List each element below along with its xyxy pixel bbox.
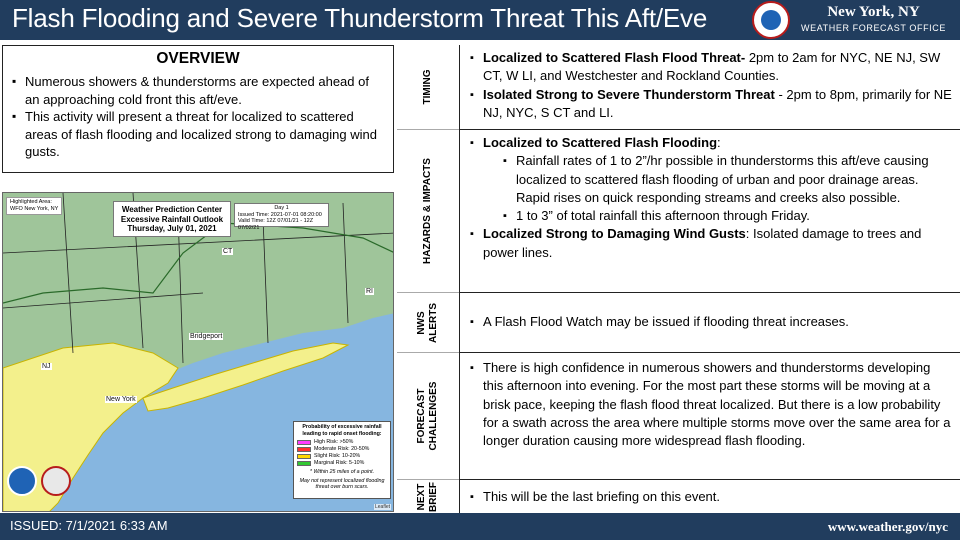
alerts-label-line1: NWS	[416, 310, 427, 335]
legend-row	[297, 446, 387, 453]
challenges-label-line2: CHALLENGES	[428, 381, 439, 451]
legend-swatch	[297, 461, 311, 466]
timing-b2-text: - 2pm to 8pm, primarily for NE NJ, NYC, S CT and LI.	[483, 86, 952, 120]
risk-legend	[293, 421, 391, 499]
state-label-nj: NJ	[42, 363, 51, 370]
map-attribution[interactable]: Leaflet	[374, 504, 390, 510]
challenges-label	[416, 382, 440, 451]
valid-time: Valid Time: 12Z 07/01/21 - 12Z 07/02/21	[238, 218, 314, 231]
section-body	[459, 45, 960, 130]
legend-swatch	[297, 454, 311, 459]
overview-panel	[2, 45, 394, 173]
place-label-bridgeport: Bridgeport	[190, 333, 223, 340]
timing-b1-text: 2pm to 2am for NYC, NE NJ, SW CT, W LI, and Westchester and Rockland Counties.	[483, 50, 941, 84]
legend-label: High Risk: >50%	[314, 439, 354, 446]
overview-bullet: ▪ Numerous showers & thunderstorms are expected ahead of an approaching cold front this aft/eve.	[11, 73, 385, 108]
legend-swatch	[297, 440, 311, 445]
alerts-label-line2: ALERTS	[428, 302, 439, 343]
legend-label: Moderate Risk: 20-50%	[314, 446, 370, 453]
office-website-link[interactable]: www.weather.gov/nyc	[827, 519, 948, 534]
timing-b1-bold: Localized to Scattered Flash Flood Threat-	[483, 50, 746, 65]
section-challenges	[397, 353, 960, 480]
hazards-b2-bold: Localized Strong to Damaging Wind Gusts	[483, 226, 746, 242]
office-city: New York, NY	[827, 4, 920, 20]
wpc-title-box	[113, 201, 231, 237]
legend-row	[297, 439, 387, 446]
nws-logo-icon	[752, 1, 790, 39]
alerts-bullet: ▪ A Flash Flood Watch may be issued if flooding threat increases.	[470, 313, 952, 331]
section-label	[397, 45, 459, 130]
section-body	[459, 353, 960, 480]
briefing-table	[397, 45, 960, 521]
office-block	[801, 4, 946, 33]
timing-label: TIMING	[422, 69, 433, 105]
page-title: Flash Flooding and Severe Thunderstorm Threat This Aft/Eve	[12, 3, 708, 33]
wpc-line2: Excessive Rainfall Outlook	[120, 214, 224, 224]
hazards-b1-bold: Localized to Scattered Flash Flooding	[483, 135, 718, 150]
section-hazards	[397, 130, 960, 293]
noaa-logo-icon	[7, 466, 37, 496]
footer-bar	[0, 513, 960, 540]
legend-label: Marginal Risk: 5-10%	[314, 460, 365, 467]
overview-list	[11, 73, 385, 161]
hazards-sub-bullet: ▪ 1 to 3” of total rainfall this afternoon through Friday.	[503, 207, 952, 225]
section-body	[459, 480, 960, 514]
hazards-bullet	[470, 225, 952, 262]
day-info-box	[234, 203, 329, 231]
state-label-ct: CT	[223, 248, 233, 255]
section-label	[397, 130, 459, 293]
highlighted-area-label: Highlighted Area:	[10, 199, 52, 205]
section-label	[397, 480, 459, 514]
legend-swatch	[297, 447, 311, 452]
hazards-bullet	[470, 134, 952, 152]
legend-row	[297, 460, 387, 467]
alerts-label	[416, 303, 440, 343]
hazards-b2-text: : Isolated damage to trees and power lines.	[483, 226, 922, 260]
wpc-line1: Weather Prediction Center	[121, 205, 223, 214]
highlighted-area-value: WFO New York, NY	[10, 206, 59, 212]
challenges-label-line1: FORECAST	[416, 388, 427, 444]
highlighted-area-box	[6, 197, 62, 215]
next-brief-label	[416, 482, 440, 512]
section-alerts	[397, 293, 960, 353]
legend-row	[297, 453, 387, 460]
hazards-sub-bullet: ▪ Rainfall rates of 1 to 2”/hr possible in thunderstorms this aft/eve causing localized to scattered flash flooding of urban and poor drainage areas. Rapid rises on quick responding streams and creeks also possible.	[503, 152, 952, 207]
legend-note-2: May not represent localized flooding threat over burn scars.	[299, 477, 385, 490]
hazards-label: HAZARDS & IMPACTS	[422, 158, 433, 264]
next-brief-label-line2: BRIEF	[428, 481, 439, 512]
legend-title: Probability of excessive rainfall leading to rapid onset flooding:	[302, 424, 382, 437]
rainfall-outlook-map[interactable]	[2, 192, 394, 512]
section-label	[397, 293, 459, 353]
header-bar	[0, 0, 960, 40]
next-brief-bullet: ▪ This will be the last briefing on this event.	[470, 488, 952, 506]
day-label: Day 1	[274, 205, 289, 211]
timing-b2-bold: Isolated Strong to Severe Thunderstorm Threat	[483, 86, 775, 102]
place-label-new-york: New York	[106, 396, 136, 403]
legend-label: Slight Risk: 10-20%	[314, 453, 361, 460]
hazards-b1-text: :	[717, 135, 721, 150]
wpc-line3: Thursday, July 01, 2021	[127, 224, 217, 233]
state-label-ri: RI	[366, 288, 373, 295]
nws-badge-icon	[41, 466, 71, 496]
section-timing	[397, 45, 960, 130]
section-body	[459, 293, 960, 353]
office-subtitle: WEATHER FORECAST OFFICE	[801, 23, 946, 33]
section-label	[397, 353, 459, 480]
next-brief-label-line1: NEXT	[416, 483, 427, 510]
timing-bullet	[470, 49, 952, 86]
challenges-bullet: ▪ There is high confidence in numerous showers and thunderstorms developing this afternoon into evening. For the most part these storms will be moving at a brisk pace, keeping the flash flood threat localized. But there is a low probability for a swath across the area where multiple storms move over the same area for a longer duration causing more widespread flash flooding.	[470, 359, 952, 450]
timing-bullet	[470, 86, 952, 123]
overview-heading: OVERVIEW	[156, 50, 240, 67]
issued-time: Issued Time: 2021-07-01 08:20:00	[238, 211, 322, 218]
overview-bullet: ▪ This activity will present a threat for localized to scattered areas of flash flooding and localized strong to damaging wind gusts.	[11, 108, 385, 161]
section-next-brief	[397, 480, 960, 514]
issued-timestamp: ISSUED: 7/1/2021 6:33 AM	[10, 518, 168, 533]
section-body	[459, 130, 960, 293]
legend-note-1: * Within 25 miles of a point.	[309, 469, 375, 475]
